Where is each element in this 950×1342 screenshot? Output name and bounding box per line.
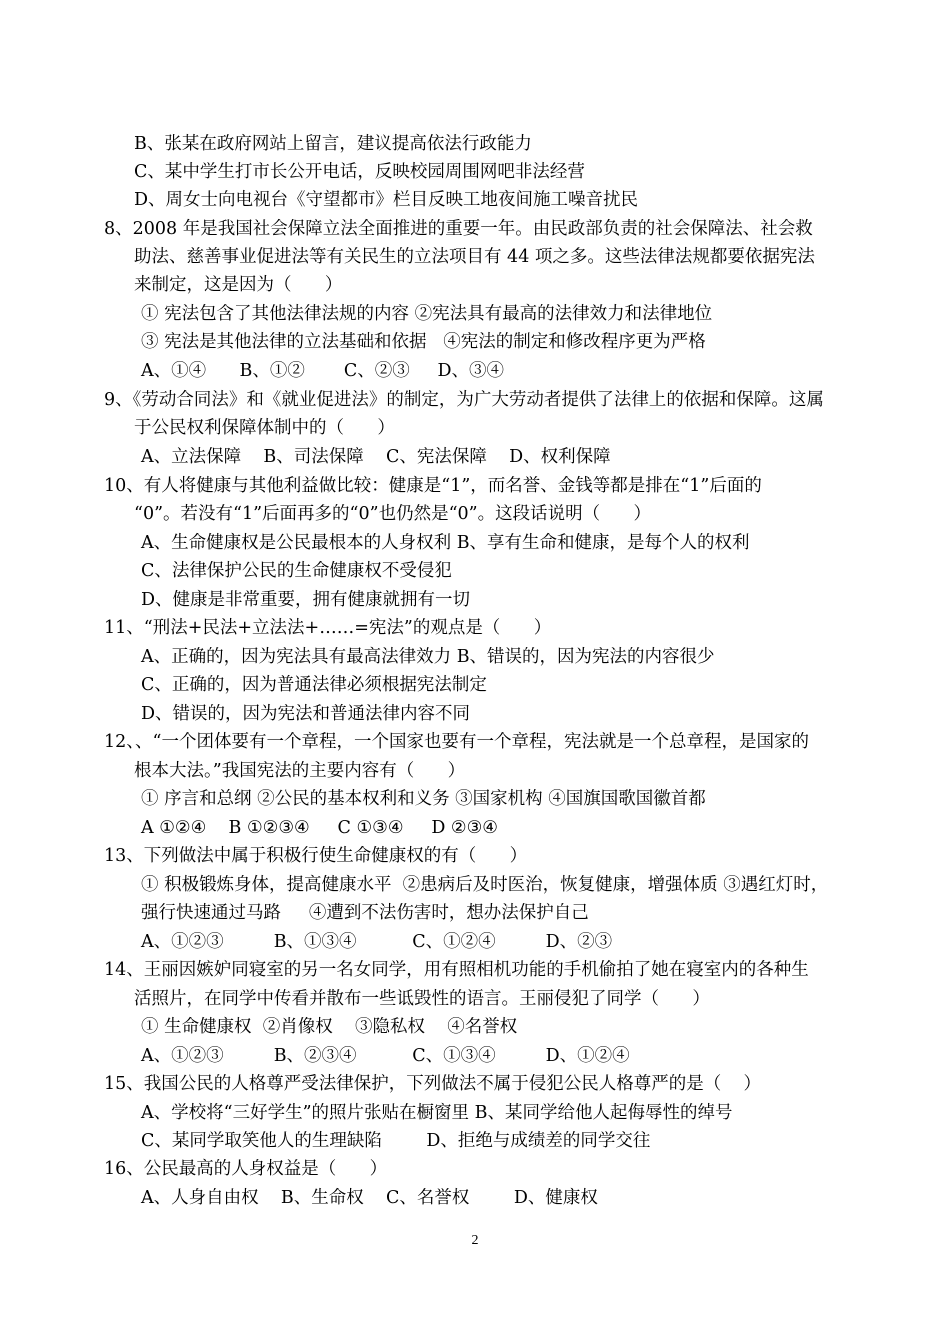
question-line: 助法、慈善事业促进法等有关民生的立法项目有 44 项之多。这些法律法规都要依据宪法 bbox=[134, 247, 815, 267]
option-line: ① 序言和总纲 ②公民的基本权利和义务 ③国家机构 ④国旗国歌国徽首都 bbox=[141, 789, 706, 809]
question-line: 11、“刑法+民法+立法法+……=宪法”的观点是（ ） bbox=[104, 618, 552, 638]
question-line: 15、我国公民的人格尊严受法律保护，下列做法不属于侵犯公民人格尊严的是（ ） bbox=[104, 1074, 762, 1094]
option-line: A、学校将“三好学生”的照片张贴在橱窗里 B、某同学给他人起侮辱性的绰号 bbox=[141, 1103, 733, 1123]
answer-choices: A、立法保障 B、司法保障 C、宪法保障 D、权利保障 bbox=[141, 447, 611, 467]
option-line: ① 宪法包含了其他法律法规的内容 ②宪法具有最高的法律效力和法律地位 bbox=[141, 304, 713, 324]
option-line: C、法律保护公民的生命健康权不受侵犯 bbox=[141, 561, 452, 581]
option-line: D、错误的，因为宪法和普通法律内容不同 bbox=[141, 704, 471, 724]
option-line: C、某中学生打市长公开电话，反映校园周围网吧非法经营 bbox=[134, 162, 585, 182]
question-line: 10、有人将健康与其他利益做比较：健康是“1”，而名誉、金钱等都是排在“1”后面的 bbox=[104, 476, 762, 496]
option-line: A、正确的，因为宪法具有最高法律效力 B、错误的，因为宪法的内容很少 bbox=[141, 647, 715, 667]
option-line: C、某同学取笑他人的生理缺陷 D、拒绝与成绩差的同学交往 bbox=[141, 1131, 651, 1151]
option-line: ① 生命健康权 ②肖像权 ③隐私权 ④名誉权 bbox=[141, 1017, 518, 1037]
answer-choices: A、①②③ B、②③④ C、①③④ D、①②④ bbox=[141, 1046, 630, 1066]
question-line: 9、《劳动合同法》和《就业促进法》的制定，为广大劳动者提供了法律上的依据和保障。这属 bbox=[104, 390, 824, 410]
page-number: 2 bbox=[471, 1233, 479, 1248]
option-line: A、生命健康权是公民最根本的人身权利 B、享有生命和健康，是每个人的权利 bbox=[141, 533, 750, 553]
question-line: 8、2008 年是我国社会保障立法全面推进的重要一年。由民政部负责的社会保障法、社会救 bbox=[104, 219, 813, 239]
question-line: 16、公民最高的人身权益是（ ） bbox=[104, 1159, 388, 1179]
question-line: 于公民权利保障体制中的（ ） bbox=[134, 418, 395, 438]
option-line: D、周女士向电视台《守望都市》栏目反映工地夜间施工噪音扰民 bbox=[134, 190, 639, 210]
question-line: 14、王丽因嫉妒同寝室的另一名女同学，用有照相机功能的手机偷拍了她在寝室内的各种生 bbox=[104, 960, 809, 980]
answer-choices: A、①④ B、①② C、②③ D、③④ bbox=[141, 361, 505, 381]
option-line: C、正确的，因为普通法律必须根据宪法制定 bbox=[141, 675, 487, 695]
answer-choices: A、①②③ B、①③④ C、①②④ D、②③ bbox=[141, 932, 613, 952]
question-line: “0”。若没有“1”后面再多的“0”也仍然是“0”。这段话说明（ ） bbox=[134, 504, 651, 524]
question-line: 12、、“一个团体要有一个章程，一个国家也要有一个章程，宪法就是一个总章程，是国家的 bbox=[104, 732, 809, 752]
question-line: 13、下列做法中属于积极行使生命健康权的有（ ） bbox=[104, 846, 528, 866]
question-line: 来制定，这是因为（ ） bbox=[134, 275, 343, 295]
answer-choices: A ①②④ B ①②③④ C ①③④ D ②③④ bbox=[141, 818, 498, 838]
option-line: D、健康是非常重要，拥有健康就拥有一切 bbox=[141, 590, 471, 610]
option-line: ③ 宪法是其他法律的立法基础和依据 ④宪法的制定和修改程序更为严格 bbox=[141, 332, 706, 352]
question-line: 根本大法。”我国宪法的主要内容有（ ） bbox=[134, 761, 466, 781]
option-line: ① 积极锻炼身体，提高健康水平 ②患病后及时医治，恢复健康，增强体质 ③遇红灯时， bbox=[141, 875, 829, 895]
option-line: B、张某在政府网站上留言，建议提高依法行政能力 bbox=[134, 134, 532, 154]
answer-choices: A、人身自由权 B、生命权 C、名誉权 D、健康权 bbox=[141, 1188, 598, 1208]
question-line: 活照片，在同学中传看并散布一些诋毁性的语言。王丽侵犯了同学（ ） bbox=[134, 989, 710, 1009]
option-line: 强行快速通过马路 ④遭到不法伤害时，想办法保护自己 bbox=[141, 903, 589, 923]
